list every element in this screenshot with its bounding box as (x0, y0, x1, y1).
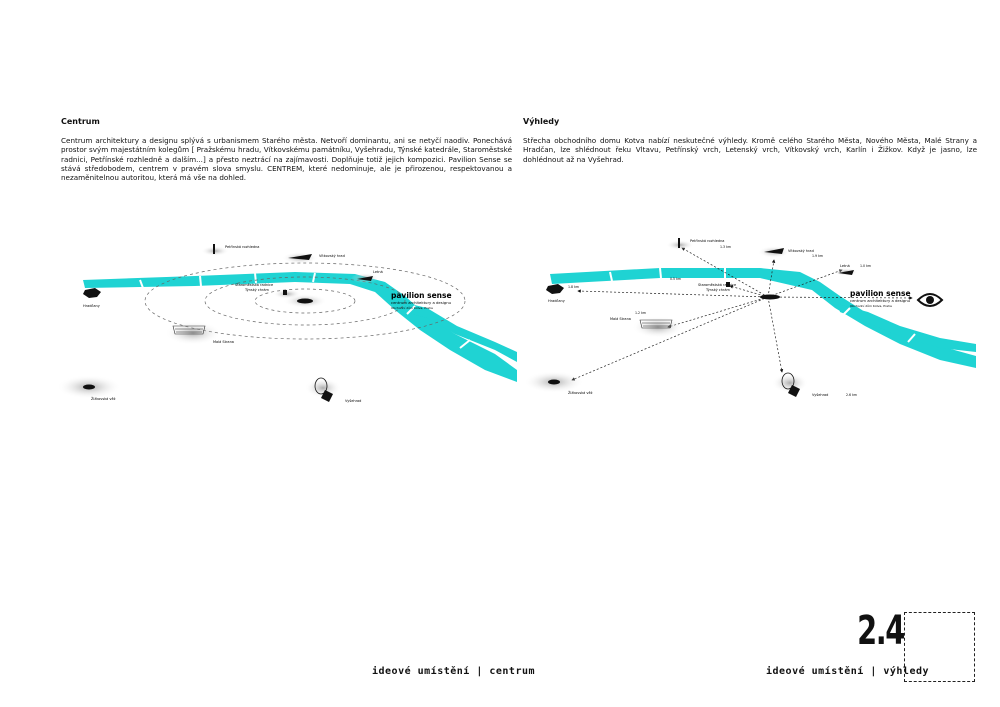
right-footer-caption: ideové umístění | výhledy (766, 666, 930, 677)
castle-distance: 1.8 km (568, 285, 580, 289)
vyhledy-diagram (520, 230, 980, 420)
pavilion-title: pavilion sense (850, 289, 911, 298)
left-paragraph: Centrum architektury a designu splývá s urbanismem Starého města. Netvoří dominantu, ani se netyčí naodiv. Ponechává prostor svým majestátním kolegům [ Pražskému hradu, Vítkovskému památníku, Vyšehradu, Týnské katedrále, Staroměstské radnici, Petřínské rozhledně a dalším...] a přesto neztrácí na zajímavosti. Doplňuje totiž jejich kompozici. Pavilion Sense se stává středobodem, centrem v pravém slova smyslu. CENTREM, které nedominuje, ale je přirozenou, respektovanou a nezaměnitelnou autoritou, která má vše na dohled. (61, 136, 512, 183)
letna-icon (351, 273, 379, 283)
eye-icon (918, 294, 942, 306)
left-heading: Centrum (61, 117, 100, 126)
vitkov-distance: 1.9 km (812, 254, 824, 258)
vysehrad-icon (772, 373, 808, 397)
oldtown-label: Staroměstská radnice (698, 283, 737, 287)
malastrana-icon (632, 316, 684, 338)
pavilion-marker (760, 295, 780, 300)
zizkov-icon (524, 371, 584, 393)
centrum-diagram (55, 230, 555, 420)
malastrana-label: Malá Strana (213, 340, 234, 344)
malastrana-label: Malá Strana (610, 317, 631, 321)
pavilion-address: Obchodní dům Kotva, Praha (850, 304, 892, 308)
zizkov-icon (57, 375, 121, 399)
oldtown-distance: 0.5 km (670, 277, 682, 281)
vltava-river (83, 272, 517, 382)
letna-icon (834, 268, 858, 276)
malastrana-distance: 1.2 km (635, 311, 647, 315)
vitkov-icon (282, 252, 318, 264)
vitkov-label: Vítkovský hrad (788, 249, 814, 253)
tyn-label: Týnský chrám (706, 288, 730, 292)
letna-distance: 1.0 km (860, 264, 872, 268)
petrin-distance: 1.3 km (720, 245, 732, 249)
dashed-frame (904, 612, 975, 682)
letna-label: Letná (840, 264, 850, 268)
zizkov-label: Žižkovská věž (91, 397, 116, 401)
pavilion-marker (283, 294, 327, 308)
vitkov-icon (758, 246, 790, 258)
tyn-label: Týnský chrám (245, 288, 269, 292)
petrin-label: Petřínská rozhledna (690, 239, 725, 243)
vitkov-label: Vítkovský hrad (319, 254, 345, 258)
pavilion-subtitle: centrum architektury a designu (391, 300, 452, 305)
vysehrad-label: Vyšehrad (812, 393, 829, 397)
vysehrad-label: Vyšehrad (345, 399, 362, 403)
castle-icon (83, 288, 101, 298)
vysehrad-icon (305, 378, 341, 402)
letna-label: Letná (373, 270, 383, 274)
oldtown-label: Staroměstská radnice (235, 283, 274, 287)
vysehrad-distance: 2.6 km (846, 393, 858, 397)
zizkov-label: Žižkovská věž (568, 391, 593, 395)
petrin-label: Petřínská rozhledna (225, 245, 260, 249)
castle-label: Hradčany (83, 304, 100, 308)
right-paragraph: Střecha obchodního domu Kotva nabízí neskutečné výhledy. Kromě celého Starého Města, Nového Města, Malé Strany a Hradčan, lze shlédnout řeku Vltavu, Petřínský vrch, Letenský vrch, Vítkovský vrch, Karlín i Žižkov. Když je jasno, lze dohlédnout až na Vyšehrad. (523, 136, 977, 164)
pavilion-subtitle: centrum architektury a designu (850, 298, 911, 303)
left-footer-caption: ideové umístění | centrum (372, 666, 536, 677)
castle-icon (546, 284, 564, 294)
castle-label: Hradčany (548, 299, 565, 303)
page-number: 2.4 (857, 608, 904, 654)
pavilion-address: Obchodní dům Kotva, Praha (391, 306, 433, 310)
pavilion-title: pavilion sense (391, 291, 452, 300)
right-heading: Výhledy (523, 117, 560, 126)
